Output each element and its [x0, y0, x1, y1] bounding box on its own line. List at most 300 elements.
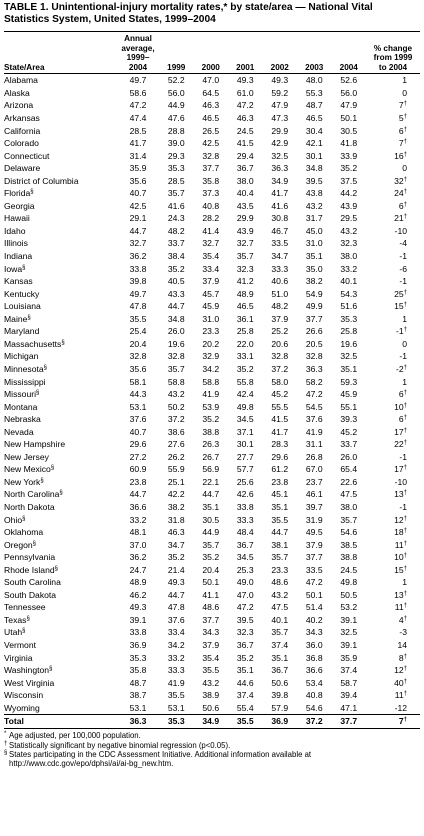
pct-change-cell: [366, 639, 420, 652]
pct-change-value: -1: [399, 351, 407, 362]
year-rate-cell: 37.2: [167, 414, 185, 425]
year-rate-cell: 35.5: [271, 514, 289, 525]
pct-change-cell: [366, 363, 420, 376]
average-cell: 29.6: [129, 439, 147, 450]
year-rate-cell: 41.6: [167, 200, 185, 211]
year-rate-cell: 35.8: [202, 175, 220, 186]
column-header-year: 2001: [236, 62, 255, 72]
pct-change-cell: [366, 601, 420, 614]
significance-mark: †: [403, 528, 407, 535]
state-name: Nebraska: [4, 414, 41, 425]
year-rate-cell: 45.0: [305, 225, 323, 236]
year-rate-cell: 55.1: [340, 401, 358, 412]
year-rate-cell: 54.3: [340, 288, 358, 299]
pct-change-cell: [366, 112, 420, 125]
avg-header-line3: 1999–: [126, 53, 150, 63]
footnote-symbol: §: [4, 750, 8, 757]
year-rate-cell: 35.5: [202, 665, 220, 676]
year-rate-cell: 20.5: [305, 338, 323, 349]
year-rate-cell: 37.4: [271, 639, 289, 650]
pct-change-value: 1: [402, 376, 407, 387]
state-cell: [4, 150, 117, 163]
year-rate-cell: 33.2: [340, 263, 358, 274]
year-rate-cell: 35.7: [236, 251, 254, 262]
year-rate-cell: 35.1: [202, 501, 220, 512]
year-rate-cell: 36.9: [263, 715, 298, 729]
year-rate-cell: 31.0: [305, 238, 323, 249]
year-rate-cell: 56.0: [167, 87, 185, 98]
pct-change-cell: [366, 702, 420, 715]
year-rate-cell: 34.9: [194, 715, 229, 729]
state-cell: [4, 576, 117, 589]
footnote-mark: §: [26, 615, 30, 622]
average-cell: 40.7: [129, 426, 147, 437]
pct-change-value: 18: [394, 527, 404, 538]
table-row: [4, 488, 420, 501]
state-cell: [4, 225, 117, 238]
year-rate-cell: 44.6: [236, 677, 254, 688]
state-cell: [4, 501, 117, 514]
year-rate-cell: 34.2: [167, 639, 185, 650]
pct-change-value: 10: [394, 552, 404, 563]
pct-change-cell: [366, 187, 420, 200]
year-rate-cell: 20.6: [271, 338, 289, 349]
state-name: New Jersey: [4, 451, 49, 462]
year-rate-cell: 37.7: [332, 715, 367, 729]
significance-mark: †: [403, 717, 407, 724]
average-cell: 39.8: [129, 276, 147, 287]
average-cell: 39.1: [129, 614, 147, 625]
year-rate-cell: 41.9: [167, 677, 185, 688]
year-rate-cell: 26.8: [305, 451, 323, 462]
year-rate-cell: 37.9: [202, 276, 220, 287]
year-rate-cell: 45.9: [202, 301, 220, 312]
year-rate-cell: 35.0: [305, 263, 323, 274]
avg-header-line4: 2004: [128, 62, 148, 72]
state-name: North Carolina: [4, 489, 60, 500]
year-rate-cell: 44.9: [167, 100, 185, 111]
year-rate-cell: 32.7: [236, 238, 254, 249]
significance-mark: †: [403, 189, 407, 196]
state-name: Iowa: [4, 263, 23, 274]
year-rate-cell: 40.1: [340, 276, 358, 287]
footnote-mark: §: [22, 515, 26, 522]
table-row: [4, 87, 420, 100]
significance-mark: †: [403, 427, 407, 434]
state-name: Total: [4, 716, 24, 727]
pct-change-value: 6: [398, 125, 404, 136]
year-rate-cell: 32.8: [305, 351, 323, 362]
year-rate-cell: 39.1: [340, 639, 358, 650]
year-rate-cell: 36.6: [305, 665, 323, 676]
year-rate-cell: 53.1: [167, 702, 185, 713]
year-rate-cell: 36.7: [236, 163, 254, 174]
table-row: [4, 350, 420, 363]
year-rate-cell: 43.8: [305, 188, 323, 199]
table-row: [4, 112, 420, 125]
average-cell: 35.6: [129, 175, 147, 186]
year-rate-cell: 38.0: [236, 175, 254, 186]
column-header-year: 2000: [201, 62, 220, 72]
table-row: [4, 413, 420, 426]
significance-mark: †: [403, 176, 407, 183]
state-cell: [4, 250, 117, 263]
state-name: Massachusetts: [4, 338, 62, 349]
state-name: New Hampshire: [4, 439, 66, 450]
average-cell: 29.1: [129, 213, 147, 224]
table-row: [4, 325, 420, 338]
column-header-year: 2003: [305, 62, 324, 72]
year-rate-cell: 35.3: [340, 313, 358, 324]
year-rate-cell: 58.7: [340, 677, 358, 688]
state-cell: [4, 689, 117, 702]
year-rate-cell: 49.8: [340, 577, 358, 588]
footnote-text: Statistically significant by negative binomial regression (p<0.05).: [9, 740, 231, 750]
year-rate-cell: 48.9: [236, 288, 254, 299]
year-rate-cell: 29.9: [236, 213, 254, 224]
year-rate-cell: 41.1: [202, 589, 220, 600]
year-rate-cell: 25.2: [271, 326, 289, 337]
year-rate-cell: 54.5: [305, 401, 323, 412]
state-cell: [4, 551, 117, 564]
pct-change-cell: [366, 614, 420, 627]
pct-change-cell: [366, 288, 420, 301]
state-cell: [4, 488, 117, 501]
year-rate-cell: 32.5: [271, 150, 289, 161]
pct-change-value: 16: [394, 150, 404, 161]
year-rate-cell: 33.5: [305, 564, 323, 575]
significance-mark: †: [403, 139, 407, 146]
year-rate-cell: 32.3: [236, 263, 254, 274]
year-rate-cell: 49.5: [305, 527, 323, 538]
year-rate-cell: 47.6: [167, 113, 185, 124]
pct-change-value: 1: [402, 313, 407, 324]
year-rate-cell: 23.8: [271, 476, 289, 487]
year-rate-cell: 58.0: [271, 376, 289, 387]
year-rate-cell: 23.7: [305, 476, 323, 487]
significance-mark: †: [403, 289, 407, 296]
year-rate-cell: 33.3: [167, 665, 185, 676]
year-rate-cell: 47.0: [202, 75, 220, 86]
pct-change-cell: [366, 526, 420, 539]
significance-mark: †: [403, 553, 407, 560]
table-row: [4, 99, 420, 112]
state-cell: [4, 162, 117, 175]
state-name: California: [4, 125, 41, 136]
pct-change-value: -1: [396, 326, 404, 337]
state-cell: [4, 376, 117, 389]
year-rate-cell: 38.0: [340, 251, 358, 262]
pct-change-cell: [366, 125, 420, 138]
year-rate-cell: 37.3: [202, 188, 220, 199]
state-cell: [4, 652, 117, 665]
state-cell: [4, 125, 117, 138]
table-row: [4, 288, 420, 301]
year-rate-cell: 35.7: [167, 363, 185, 374]
table-row: [4, 514, 420, 527]
table-body: [4, 74, 420, 728]
year-rate-cell: 55.8: [236, 376, 254, 387]
year-rate-cell: 36.3: [271, 163, 289, 174]
year-rate-cell: 35.7: [271, 552, 289, 563]
column-header-state: State/Area: [4, 62, 45, 72]
state-cell: [4, 626, 117, 639]
state-name: Oregon: [4, 539, 33, 550]
pct-change-value: 0: [402, 338, 407, 349]
state-name: South Carolina: [4, 577, 61, 588]
year-rate-cell: 37.1: [236, 426, 254, 437]
significance-mark: †: [403, 390, 407, 397]
year-rate-cell: 31.1: [305, 439, 323, 450]
state-name: Michigan: [4, 351, 39, 362]
year-rate-cell: 36.7: [271, 665, 289, 676]
table-row: [4, 451, 420, 464]
year-rate-cell: 35.5: [167, 690, 185, 701]
average-cell: 33.8: [129, 627, 147, 638]
state-name: Arkansas: [4, 113, 40, 124]
pct-change-value: -6: [399, 263, 407, 274]
year-rate-cell: 31.9: [305, 514, 323, 525]
table-row: [4, 576, 420, 589]
year-rate-cell: 38.0: [340, 501, 358, 512]
state-cell: [4, 438, 117, 451]
year-rate-cell: 34.8: [305, 163, 323, 174]
pct-change-cell: [366, 589, 420, 602]
year-rate-cell: 34.5: [236, 552, 254, 563]
average-cell: 27.2: [129, 451, 147, 462]
year-rate-cell: 38.2: [305, 276, 323, 287]
column-header-year: 1999: [167, 62, 186, 72]
year-rate-cell: 38.4: [167, 251, 185, 262]
average-cell: 48.1: [129, 527, 147, 538]
average-cell: 49.7: [129, 75, 147, 86]
state-cell: [4, 175, 117, 188]
avg-header-line1: Annual: [124, 34, 152, 43]
year-rate-cell: 39.4: [340, 690, 358, 701]
year-rate-cell: 46.1: [305, 489, 323, 500]
pct-change-value: 17: [394, 426, 404, 437]
year-rate-cell: 35.3: [167, 163, 185, 174]
year-rate-cell: 21.4: [167, 564, 185, 575]
year-rate-cell: 49.0: [236, 577, 254, 588]
pct-change-value: 17: [394, 464, 404, 475]
state-cell: [4, 564, 117, 577]
year-rate-cell: 41.5: [271, 414, 289, 425]
year-rate-cell: 47.2: [236, 100, 254, 111]
state-cell: [4, 275, 117, 288]
average-cell: 37.0: [129, 539, 147, 550]
year-rate-cell: 58.2: [305, 376, 323, 387]
pct-change-value: 8: [398, 652, 404, 663]
table-row: [4, 150, 420, 163]
year-rate-cell: 45.1: [271, 489, 289, 500]
pct-change-cell: [366, 451, 420, 464]
year-rate-cell: 34.3: [305, 627, 323, 638]
table-row: [4, 689, 420, 702]
pct-change-cell: [366, 200, 420, 213]
year-rate-cell: 35.7: [202, 539, 220, 550]
year-rate-cell: 33.3: [271, 263, 289, 274]
year-rate-cell: 35.2: [167, 263, 185, 274]
state-name: South Dakota: [4, 589, 57, 600]
table-row: [4, 476, 420, 489]
year-rate-cell: 35.4: [202, 251, 220, 262]
year-rate-cell: 34.7: [271, 251, 289, 262]
average-cell: 35.9: [129, 163, 147, 174]
pct-change-cell: [366, 99, 420, 112]
year-rate-cell: 20.4: [202, 564, 220, 575]
state-name: Hawaii: [4, 213, 30, 224]
year-rate-cell: 40.6: [271, 276, 289, 287]
year-rate-cell: 55.3: [305, 87, 323, 98]
year-rate-cell: 53.2: [340, 602, 358, 613]
pct-change-value: 0: [402, 163, 407, 174]
pct-change-cell: [366, 463, 420, 476]
pct-change-cell: [366, 626, 420, 639]
state-cell: [4, 74, 117, 87]
year-rate-cell: 47.1: [340, 702, 358, 713]
year-rate-cell: 28.3: [271, 439, 289, 450]
year-rate-cell: 47.8: [167, 602, 185, 613]
pct-change-cell: [366, 677, 420, 690]
significance-mark: †: [403, 603, 407, 610]
year-rate-cell: 37.7: [305, 313, 323, 324]
average-cell: 36.2: [129, 552, 147, 563]
pct-change-cell: [366, 225, 420, 238]
year-rate-cell: 49.3: [236, 75, 254, 86]
average-cell: 49.3: [129, 602, 147, 613]
state-name: West Virginia: [4, 677, 55, 688]
pct-change-value: 0: [402, 87, 407, 98]
average-cell: 58.1: [129, 376, 147, 387]
pct-change-cell: [366, 338, 420, 351]
year-rate-cell: 26.5: [202, 125, 220, 136]
state-name: Georgia: [4, 200, 35, 211]
year-rate-cell: 50.6: [202, 702, 220, 713]
pct-change-cell: [366, 476, 420, 489]
year-rate-cell: 42.1: [305, 138, 323, 149]
state-name: Maine: [4, 313, 28, 324]
year-rate-cell: 48.6: [271, 577, 289, 588]
significance-mark: †: [403, 101, 407, 108]
year-rate-cell: 55.5: [271, 401, 289, 412]
state-cell: [4, 526, 117, 539]
year-rate-cell: 37.6: [167, 614, 185, 625]
year-rate-cell: 36.3: [305, 363, 323, 374]
year-rate-cell: 59.3: [340, 376, 358, 387]
year-rate-cell: 31.7: [305, 213, 323, 224]
state-cell: [4, 212, 117, 225]
year-rate-cell: 33.1: [236, 351, 254, 362]
year-rate-cell: 45.7: [202, 288, 220, 299]
table-row: [4, 74, 420, 87]
significance-mark: †: [403, 440, 407, 447]
pct-change-value: 5: [398, 113, 404, 124]
average-cell: 48.9: [129, 577, 147, 588]
year-rate-cell: 35.7: [340, 514, 358, 525]
year-rate-cell: 25.3: [236, 564, 254, 575]
pct-change-value: 4: [398, 614, 404, 625]
year-rate-cell: 25.6: [236, 476, 254, 487]
pct-change-cell: [366, 212, 420, 225]
pct-change-value: 21: [394, 213, 404, 224]
year-rate-cell: 61.0: [236, 87, 254, 98]
year-rate-cell: 30.1: [236, 439, 254, 450]
year-rate-cell: 61.2: [271, 464, 289, 475]
pct-change-value: -10: [394, 476, 407, 487]
footnote-symbol: †: [4, 740, 8, 747]
year-rate-cell: 33.8: [236, 501, 254, 512]
state-cell: [4, 325, 117, 338]
pct-change-cell: [366, 74, 420, 87]
year-rate-cell: 67.0: [305, 464, 323, 475]
state-name: Utah: [4, 627, 23, 638]
year-rate-cell: 37.7: [202, 614, 220, 625]
year-rate-cell: 31.8: [167, 514, 185, 525]
pct-change-cell: [366, 689, 420, 702]
pct-change-value: 13: [394, 589, 404, 600]
average-cell: 25.4: [129, 326, 147, 337]
average-cell: 36.6: [129, 501, 147, 512]
state-name: Minnesota: [4, 363, 44, 374]
average-cell: 36.9: [129, 639, 147, 650]
table-row: [4, 401, 420, 414]
year-rate-cell: 46.7: [271, 225, 289, 236]
mortality-table: [4, 32, 420, 729]
year-rate-cell: 47.9: [340, 100, 358, 111]
average-cell: 28.5: [129, 125, 147, 136]
year-rate-cell: 33.2: [167, 652, 185, 663]
year-rate-cell: 35.2: [167, 552, 185, 563]
footnote-mark: §: [59, 490, 63, 497]
table-row: [4, 200, 420, 213]
table-row: [4, 589, 420, 602]
year-rate-cell: 55.4: [236, 702, 254, 713]
table-row: [4, 601, 420, 614]
state-name: Ohio: [4, 514, 23, 525]
pct-change-cell: [366, 376, 420, 389]
year-rate-cell: 43.9: [236, 225, 254, 236]
state-cell: [4, 677, 117, 690]
year-rate-cell: 37.6: [305, 414, 323, 425]
year-rate-cell: 45.2: [271, 389, 289, 400]
year-rate-cell: 34.3: [202, 627, 220, 638]
year-rate-cell: 38.5: [340, 539, 358, 550]
state-name: Louisiana: [4, 301, 41, 312]
significance-mark: †: [403, 678, 407, 685]
table-row: [4, 426, 420, 439]
year-rate-cell: 26.7: [202, 451, 220, 462]
significance-mark: †: [403, 402, 407, 409]
year-rate-cell: 33.4: [202, 263, 220, 274]
footnote-mark: §: [27, 314, 31, 321]
state-name: Alaska: [4, 87, 30, 98]
state-name: Wyoming: [4, 702, 40, 713]
year-rate-cell: 26.0: [340, 451, 358, 462]
pct-change-value: 15: [394, 564, 404, 575]
year-rate-cell: 32.3: [340, 238, 358, 249]
state-name: Kentucky: [4, 288, 40, 299]
state-name: Pennsylvania: [4, 552, 56, 563]
year-rate-cell: 30.5: [202, 514, 220, 525]
year-rate-cell: 38.1: [271, 539, 289, 550]
significance-mark: †: [403, 364, 407, 371]
year-rate-cell: 47.5: [271, 602, 289, 613]
state-cell: [4, 87, 117, 100]
pct-change-value: 6: [398, 389, 404, 400]
year-rate-cell: 32.8: [271, 351, 289, 362]
year-rate-cell: 33.5: [271, 238, 289, 249]
